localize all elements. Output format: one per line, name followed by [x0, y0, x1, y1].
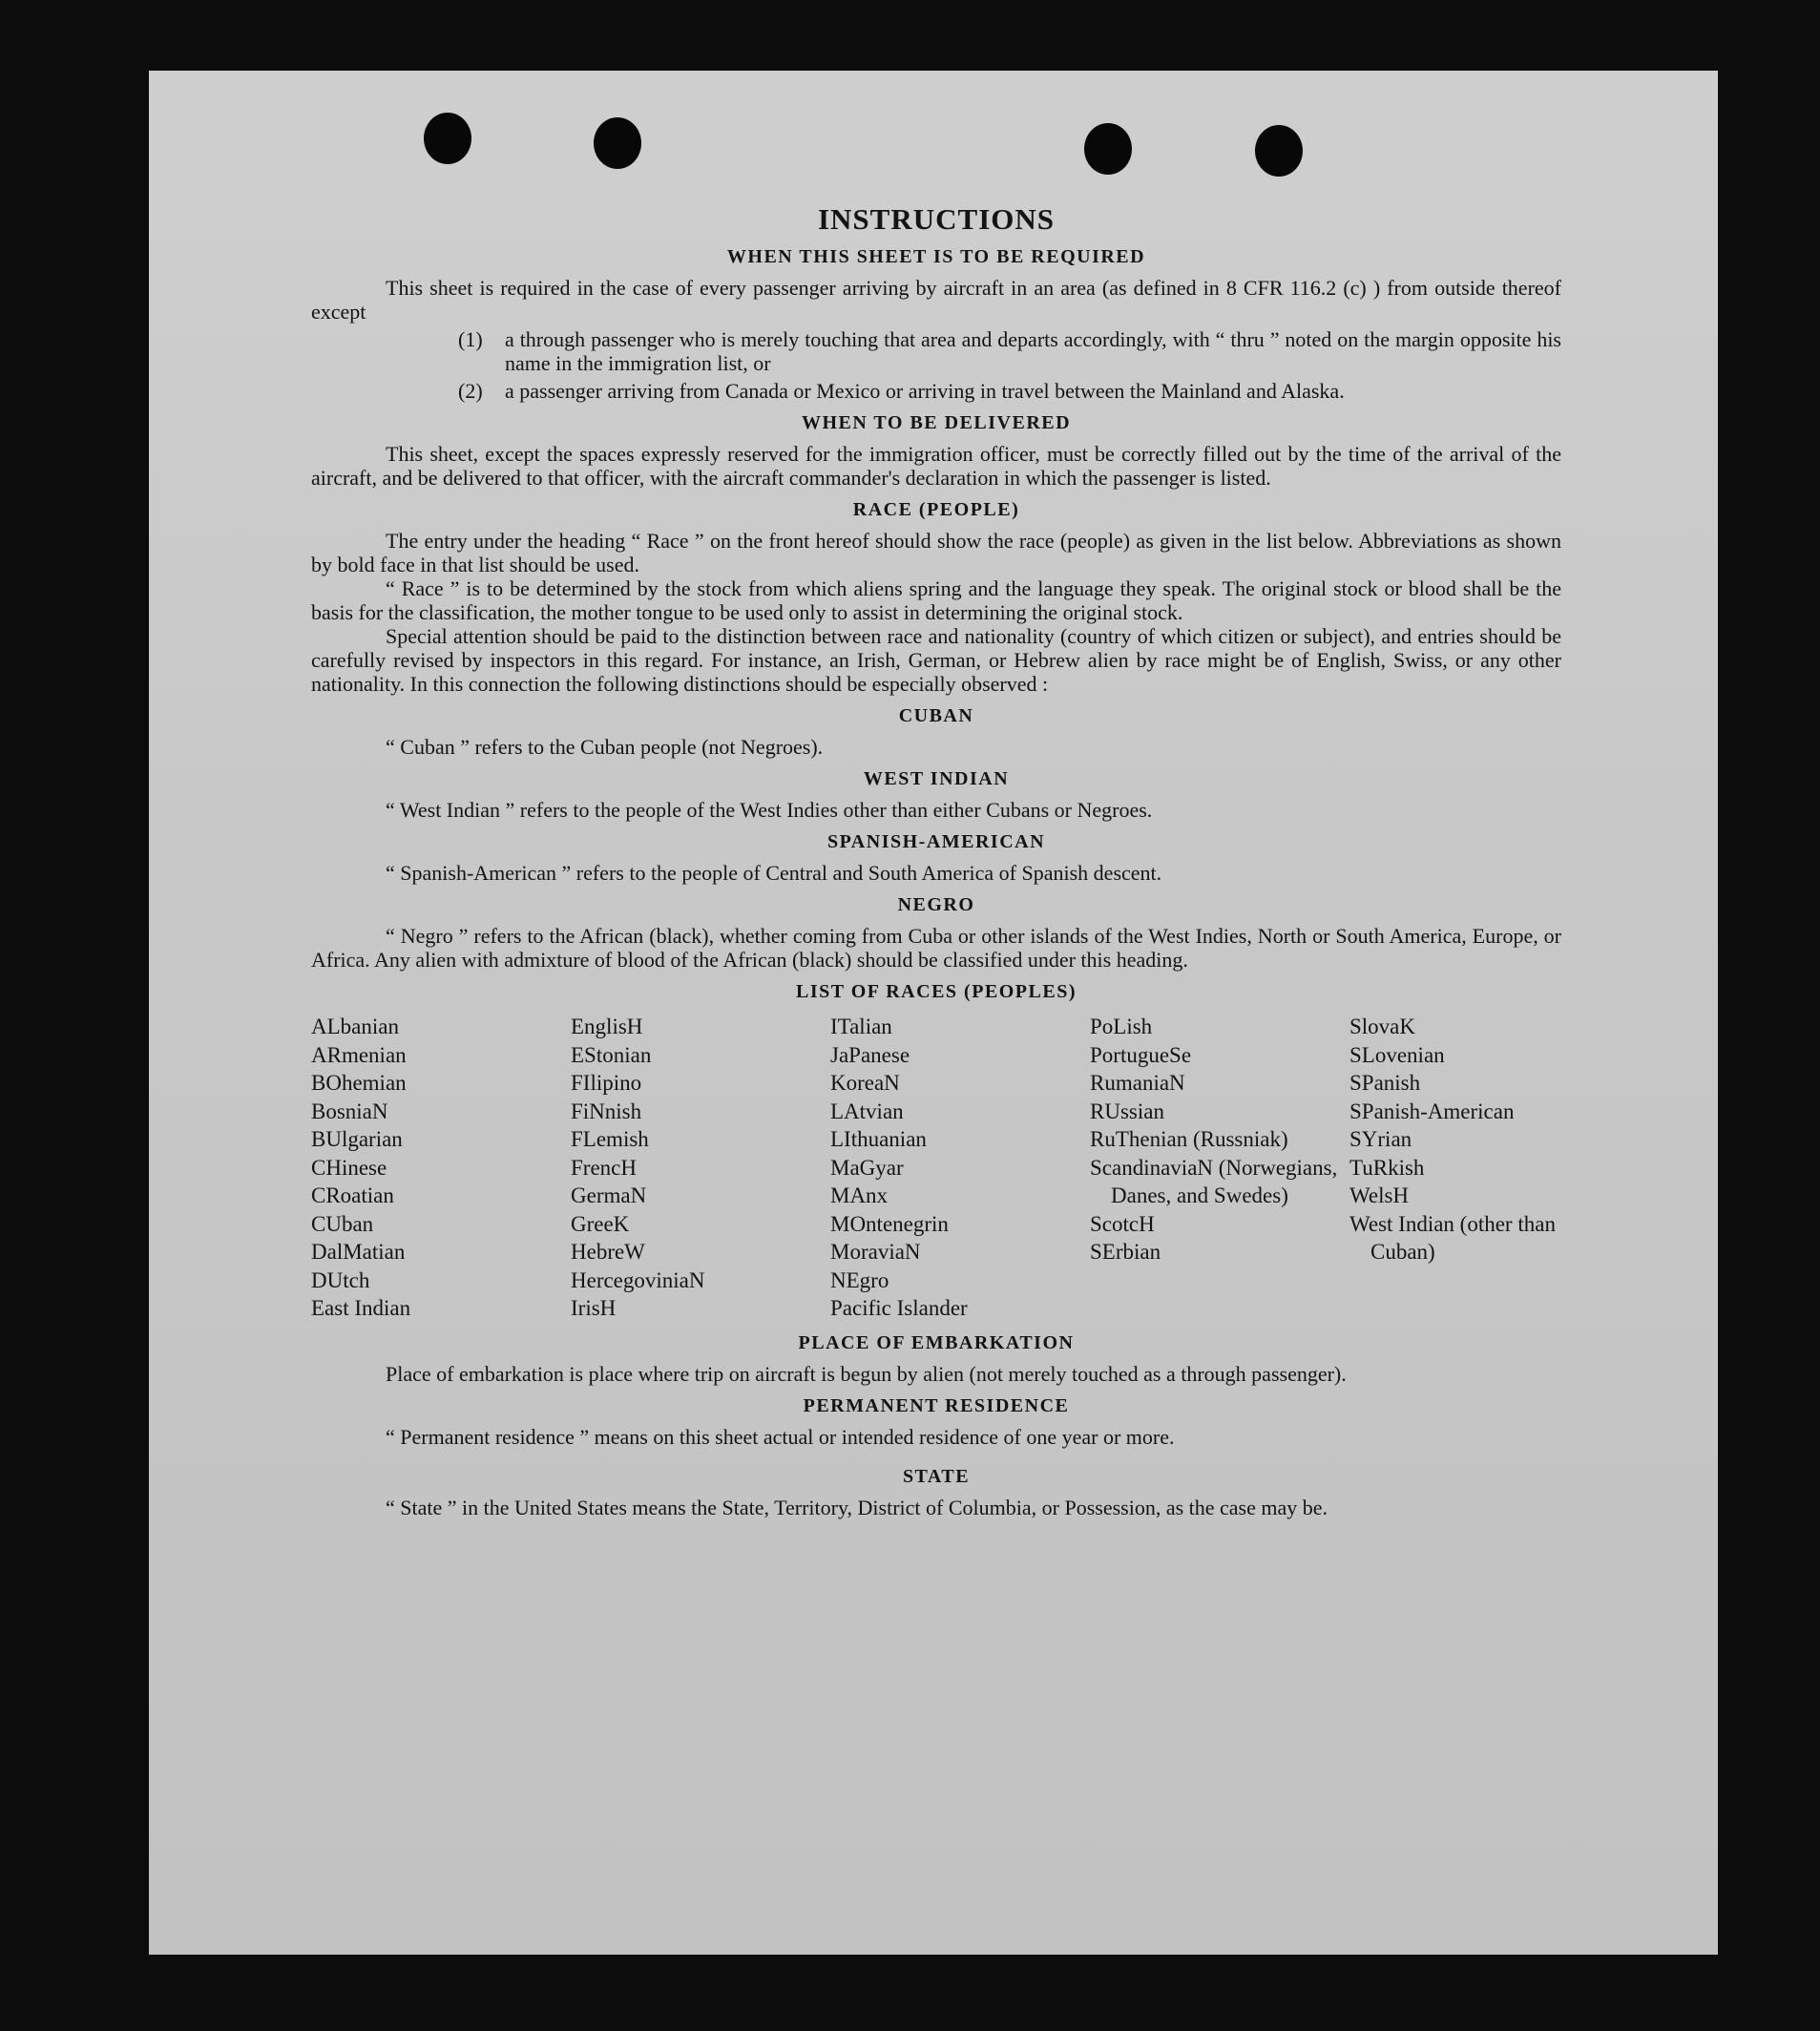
punch-hole: [594, 117, 641, 169]
section-heading-residence: PERMANENT RESIDENCE: [803, 1394, 1070, 1416]
race-entry: LIthuanian: [830, 1127, 927, 1151]
section-heading-race: RACE (PEOPLE): [852, 499, 1020, 520]
race-entry: BOhemian: [311, 1071, 407, 1095]
race-entry: CUban: [311, 1211, 374, 1236]
cuban-text: “ Cuban ” refers to the Cuban people (not Negroes).: [386, 735, 824, 759]
item-text: a passenger arriving from Canada or Mexico or arriving in travel between the Mainland and Alaska.: [505, 379, 1345, 403]
exception-item: [458, 327, 1561, 375]
race-entry: DUtch: [311, 1267, 370, 1292]
race-entry: HebreW: [571, 1240, 645, 1264]
race-entry: Pacific Islander: [830, 1296, 968, 1320]
race-column: [311, 1013, 571, 1323]
race-entry: PortugueSe: [1090, 1042, 1192, 1067]
section-heading-negro: NEGRO: [897, 894, 975, 915]
section-heading-west-indian: WEST INDIAN: [863, 768, 1010, 789]
race-entry: SYrian: [1349, 1127, 1412, 1151]
race-entry: MOntenegrin: [830, 1211, 949, 1236]
negro-text: “ Negro ” refers to the African (black), whether coming from Cuba or other islands of the West Indies, North or South America, Europe, or Africa. Any alien with admixture of blood of the African (black) should be classified under this heading.: [311, 924, 1561, 972]
race-entry: ITalian: [830, 1015, 892, 1038]
required-intro: This sheet is required in the case of every passenger arriving by aircraft in an area (as defined in 8 CFR 116.2 (c) ) from outside thereof except: [311, 276, 1561, 324]
race-entry: MaGyar: [830, 1155, 904, 1180]
residence-text: “ Permanent residence ” means on this sheet actual or intended residence of one year or more.: [386, 1424, 1175, 1449]
race-entry: SPanish: [1349, 1071, 1421, 1095]
race-entry: ARmenian: [311, 1042, 407, 1067]
item-text: a through passenger who is merely touching that area and departs accordingly, with “ thru ” noted on the margin opposite his name in the immigration list, or: [505, 327, 1561, 375]
section-heading-delivered: WHEN TO BE DELIVERED: [801, 412, 1072, 433]
race-entry: CRoatian: [311, 1183, 394, 1207]
race-entry: WelsH: [1349, 1183, 1410, 1207]
race-entry: TuRkish: [1349, 1155, 1425, 1180]
race-entry: DalMatian: [311, 1240, 406, 1264]
race-list: [311, 1013, 1561, 1323]
page-title: INSTRUCTIONS: [817, 202, 1055, 236]
document-sheet: [149, 71, 1718, 1955]
race-entry: BosniaN: [311, 1099, 388, 1123]
race-entry: SPanish-American: [1349, 1099, 1515, 1123]
section-heading-spanish-american: SPANISH-AMERICAN: [826, 831, 1046, 852]
race-entry: HercegoviniaN: [571, 1267, 705, 1292]
race-entry: NEgro: [830, 1267, 889, 1292]
spanish-american-text: “ Spanish-American ” refers to the people of Central and South America of Spanish descent.: [386, 861, 1162, 885]
race-entry: JaPanese: [830, 1042, 910, 1067]
race-entry: CHinese: [311, 1155, 387, 1180]
race-entry: ScotcH: [1090, 1211, 1155, 1236]
item-number: (1): [458, 327, 483, 351]
race-entry: FiNnish: [571, 1099, 642, 1123]
race-entry: RumaniaN: [1090, 1071, 1185, 1095]
race-entry: MAnx: [830, 1183, 889, 1207]
race-paragraph-2: “ Race ” is to be determined by the stock from which aliens spring and the language they speak. The original stock or blood shall be the basis for the classification, the mother tongue to be used only to assist in determining the original stock.: [311, 576, 1561, 624]
race-entry: RUssian: [1090, 1099, 1164, 1123]
race-entry: FrencH: [571, 1155, 637, 1180]
race-entry: West Indian (other than Cuban): [1349, 1211, 1556, 1264]
section-heading-required: WHEN THIS SHEET IS TO BE REQUIRED: [726, 246, 1146, 267]
race-entry: LAtvian: [830, 1099, 904, 1123]
race-entry: MoraviaN: [830, 1240, 921, 1264]
punch-hole: [1255, 125, 1303, 177]
race-entry: EnglisH: [571, 1015, 643, 1038]
race-entry: IrisH: [571, 1296, 617, 1320]
race-entry: FLemish: [571, 1127, 649, 1151]
race-column: [830, 1013, 1090, 1323]
item-number: (2): [458, 379, 483, 403]
punch-hole: [1084, 123, 1132, 175]
race-entry: ALbanian: [311, 1015, 399, 1038]
race-column: [571, 1013, 830, 1323]
race-entry: RuThenian (Russniak): [1090, 1127, 1288, 1151]
section-heading-cuban: CUBAN: [898, 705, 974, 726]
race-entry: PoLish: [1090, 1015, 1153, 1038]
race-entry: EStonian: [571, 1042, 652, 1067]
section-heading-list-of-races: LIST OF RACES (PEOPLES): [795, 981, 1077, 1002]
instructions-body: [311, 202, 1561, 1519]
race-entry: FIlipino: [571, 1071, 642, 1095]
race-paragraph-1: The entry under the heading “ Race ” on the front hereof should show the race (people) as given in the list below. Abbreviations as shown by bold face in that list should be used.: [311, 529, 1561, 576]
punch-hole: [424, 113, 471, 164]
state-text: “ State ” in the United States means the State, Territory, District of Columbia, or Possession, as the case may be.: [386, 1495, 1328, 1519]
race-entry: GreeK: [571, 1211, 630, 1236]
race-entry: SLovenian: [1349, 1042, 1445, 1067]
section-heading-state: STATE: [902, 1465, 971, 1487]
race-paragraph-3: Special attention should be paid to the distinction between race and nationality (country of which citizen or subject), and entries should be carefully revised by inspectors in this regard. For instance, an Irish, German, or Hebrew alien by race might be of English, Swiss, or any other nationality. In this connection the following distinctions should be especially observed :: [311, 624, 1561, 696]
west-indian-text: “ West Indian ” refers to the people of the West Indies other than either Cubans or Negroes.: [386, 798, 1153, 822]
delivered-text: This sheet, except the spaces expressly reserved for the immigration officer, must be correctly filled out by the time of the arrival of the aircraft, and be delivered to that officer, with the aircraft commander's declaration in which the passenger is listed.: [311, 442, 1561, 490]
race-entry: ScandinaviaN (Norwegians, Danes, and Swedes): [1090, 1155, 1338, 1207]
exception-item: [458, 379, 1561, 403]
race-entry: East Indian: [311, 1296, 411, 1320]
section-heading-embarkation: PLACE OF EMBARKATION: [798, 1331, 1075, 1353]
race-entry: SlovaK: [1349, 1015, 1415, 1038]
embarkation-text: Place of embarkation is place where trip on aircraft is begun by alien (not merely touched as a through passenger).: [386, 1361, 1347, 1386]
race-entry: GermaN: [571, 1183, 647, 1207]
race-column: [1349, 1013, 1569, 1323]
race-entry: BUlgarian: [311, 1127, 403, 1151]
race-entry: SErbian: [1090, 1240, 1161, 1264]
race-entry: KoreaN: [830, 1071, 900, 1095]
race-column: [1090, 1013, 1349, 1323]
